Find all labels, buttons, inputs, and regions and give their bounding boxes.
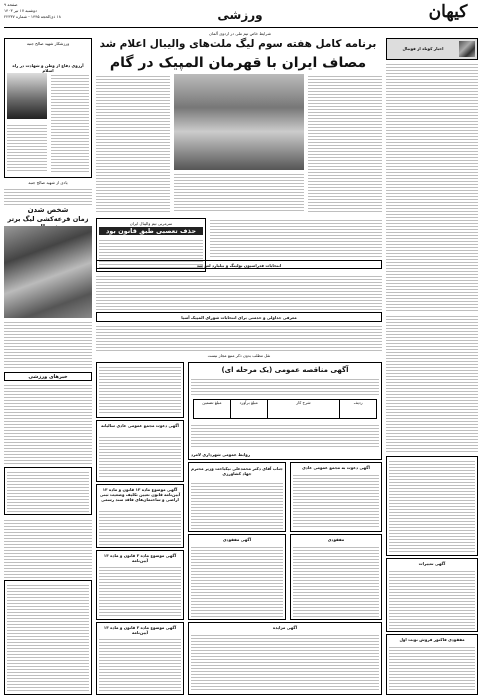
- bowling-banner: [96, 260, 382, 269]
- martyr-text-2: [7, 123, 47, 173]
- newspaper-logo: کیهان: [428, 2, 468, 22]
- copyright-note: نقل مطلب بدون ذکر منبع مجاز نیست: [207, 353, 271, 358]
- issue-number: ۱۸ ذی‌الحجه ۱۴۴۵ - شماره ۲۲۳۳۷: [4, 14, 61, 19]
- olympic-banner: [96, 312, 382, 322]
- lost-title: مفقودی: [327, 537, 345, 542]
- tender-title: آگهی مناقصه عمومی (یک مرحله ای): [221, 366, 349, 374]
- right-boxed-thumb: [459, 41, 475, 57]
- left-news-header: خبرهای ورزشی: [4, 372, 92, 381]
- right-ad-box: [386, 456, 478, 556]
- coach-subhead: سرمربی تیم والیبال ایران: [129, 221, 173, 226]
- left-text-a: [4, 187, 92, 205]
- masthead: [0, 0, 482, 30]
- table-header-cell: شرح کار: [267, 400, 340, 418]
- section-title: ورزشی: [217, 8, 263, 22]
- bottom-ad: [188, 622, 382, 695]
- invite-title: آگهی دعوت به مجمع عمومی عادی: [302, 465, 370, 470]
- minister-title: جناب آقای دکتر محمدعلی نیکباخت وزیر محترم جهاد کشاورزی: [191, 466, 283, 476]
- lead-kicker: شرایط خاص تیم ملی در اردوی آلمان: [209, 31, 271, 36]
- feature-title-2: زمان قرعه‌کشی لیگ برتر: [7, 215, 89, 223]
- feature-title-1: شخص شدن: [27, 206, 69, 214]
- notice4-box: [96, 622, 184, 695]
- lead-headline: برنامه کامل هفته سوم لیگ ملت‌های والیبال اعلام شد: [99, 38, 377, 50]
- tender-ad: [96, 362, 184, 418]
- minister-box: [188, 462, 286, 532]
- bottom-ad-title: آگهی مزایده: [272, 625, 298, 630]
- issue-date: دوشنبه ۱۷ تیر ۱۴۰۳: [4, 8, 37, 13]
- mid-ad-a: [188, 534, 286, 620]
- notice4-title: آگهی موضوع ماده ۳ قانون و ماده ۱۳ آیین‌نامه: [103, 625, 177, 635]
- right-ad-box-2: [386, 558, 478, 632]
- martyr-box-subtitle: آرزوی دفاع از وطن و شهادت در راه اسلام: [12, 63, 84, 73]
- left-text-b: [4, 320, 92, 370]
- martyr-portrait: [7, 73, 47, 119]
- public-relations-sign: روابط عمومی شهرداری لامرد: [191, 452, 251, 457]
- lead-subheadline: مصاف ایران با قهرمان المپیک در گام: [109, 55, 367, 71]
- volleyball-photo: [174, 74, 304, 170]
- lead-article-text-a: [96, 74, 170, 214]
- invite-box: [290, 462, 382, 532]
- coach-headline: حذف تعصبی طبق قانون بود: [99, 227, 203, 235]
- table-header-cell: ردیف: [339, 400, 376, 418]
- left-text-c: [4, 383, 92, 465]
- mid-text-a: [210, 218, 382, 258]
- table-header-cell: مبلغ تضمین: [202, 400, 222, 405]
- martyr-caption: یادی از شهید صالح جنبه: [28, 180, 68, 185]
- martyr-box: [4, 38, 92, 178]
- notice1-box: [96, 420, 184, 482]
- mid-ad-b: [290, 534, 382, 620]
- notice2-title: آگهی موضوع ماده ۱۳ قانون و ماده ۱۳ آیین‌نامه قانون تعیین تکلیف وضعیت ثبتی اراضی و ساختمان‌های فاقد سند رسمی: [99, 487, 181, 502]
- tender-main: [188, 362, 382, 460]
- notice1-title: آگهی دعوت مجمع عمومی عادی سالیانه: [101, 423, 179, 428]
- table-header-cell: مبلغ برآورد: [230, 400, 267, 418]
- right-text-a: [386, 62, 478, 312]
- right-text-b: [386, 314, 478, 454]
- notice3-title: آگهی موضوع ماده ۳ قانون و ماده ۱۳ آیین‌نامه: [103, 553, 177, 563]
- right-lost-box: [386, 634, 478, 695]
- tender-table: [193, 399, 377, 419]
- martyr-text: [51, 73, 89, 173]
- lead-article-text-c: [174, 172, 304, 212]
- right-ad-box-2-title: آگهی تغییرات: [418, 561, 446, 566]
- right-boxed-title: اخبار کوتاه از فوتبال: [402, 46, 444, 51]
- left-ad-box: [4, 467, 92, 515]
- masthead-rule: [4, 27, 478, 28]
- notice2-box: [96, 484, 184, 548]
- lead-article-text-b: [308, 74, 382, 214]
- football-photo: [4, 226, 92, 318]
- olympic-banner-text: معرفی جداولی و خدمتی برای انتخابات شورای المپیک آسیا: [181, 315, 297, 320]
- bowling-banner-text: انتخابات فدراسیون بولینگ و بیلیارد لغو شد: [196, 263, 282, 268]
- loss-notice-title: آگهی مفقودی: [222, 537, 252, 542]
- notice3-box: [96, 550, 184, 620]
- page-number: صفحه ۹: [4, 2, 18, 7]
- right-lost-title: مفقودی فاکتور فروش نوبت اول: [399, 637, 465, 642]
- left-text-d: [4, 518, 92, 578]
- left-ad-box-2: [4, 580, 92, 695]
- mid-text-c: [96, 324, 382, 352]
- right-boxed-feature: [386, 38, 478, 60]
- mid-text-b: [96, 274, 382, 310]
- martyr-box-title: ورزشکار شهید صالح جنبه: [26, 41, 70, 46]
